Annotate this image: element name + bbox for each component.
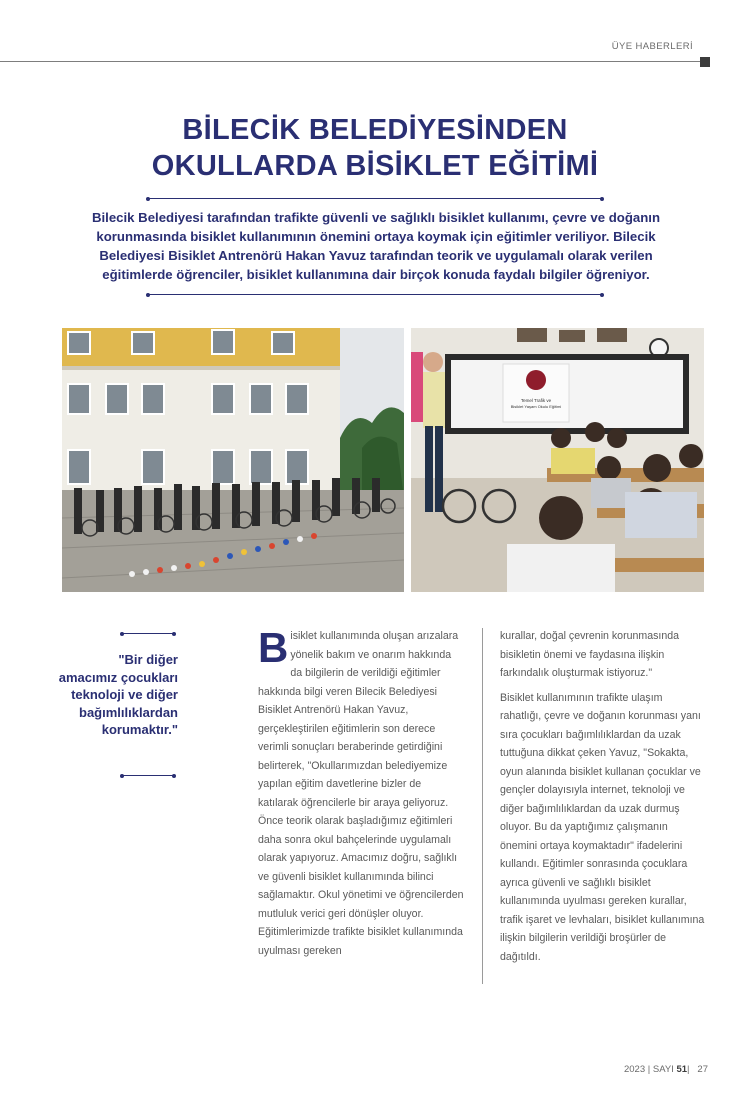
classroom-image — [411, 328, 704, 592]
page-footer — [624, 1064, 708, 1075]
lead-paragraph: Bilecik Belediyesi tarafından trafikte güvenli ve sağlıklı bisiklet kullanımı, çevre ve doğanın korunmasında bisiklet kullanımının önemini ortaya koymak için eğitimler veriliyor. Bilecik Belediyesi Bisiklet Antrenörü Hakan Yavuz tarafından teorik ve uygulamalı olarak verilen eğitimlerde öğrenciler, bisiklet kullanımına dair birçok konuda faydalı bilgiler öğreniyor. — [91, 210, 660, 282]
photo-schoolyard — [62, 328, 404, 592]
footer-issue-prefix: 2023 | SAYI — [623, 1064, 674, 1075]
drop-cap: B — [258, 624, 289, 671]
body-paragraph-continued: kurallar, doğal çevrenin korunmasında bisikletin önemi ve faydasına ilişkin farkındalık oluşturmak istiyoruz." — [500, 630, 680, 679]
footer-separator: | — [687, 1064, 690, 1075]
body-paragraph-2: Bisiklet kullanımının trafikte ulaşım rahatlığı, çevre ve doğanın korunması yanı sıra çocukları bağımlılıklardan da uzak tuttuğuna dikkat çeken Yavuz, "Sokakta, oyun alanında bisiklet kullanan çocuklar ve gençler dolayısıyla internet, teknoloji ve diğer bağımlılıklardan da uzak durmuş oluyor. Bu da yaptığımız çalışmanın önemini ortaya koymaktadır" ifadelerini kullandı. Eğitimler sonrasında çocuklara ayrıca güvenli ve sağlıklı bisiklet kullanımında uyulması gereken kurallar, trafik işaret ve levhaları, bisiklet kullanımına ilişkin bilgilerin verildiği broşürler de dağıtıldı. — [500, 691, 705, 963]
footer-issue-number: 51 — [676, 1064, 688, 1075]
header-square — [700, 57, 710, 67]
page-number: 27 — [697, 1064, 708, 1075]
photo-classroom — [411, 328, 704, 592]
screen-text-1: Temel Trafik ve — [520, 398, 552, 403]
title-line-2: OKULLARDA BİSİKLET EĞİTİMİ — [151, 150, 599, 182]
quote-divider-bottom — [122, 775, 174, 776]
pull-quote: "Bir diğer amacımız çocukları teknoloji ve diğer bağımlılıklardan korumaktır." — [58, 652, 178, 737]
title-line-1: BİLECİK BELEDİYESİNDEN — [182, 114, 568, 146]
schoolyard-image — [62, 328, 404, 592]
screen-text-2: Bisiklet Yaşam Okulu Eğitimi — [510, 404, 562, 409]
body-column-1 — [258, 624, 464, 960]
quote-divider-top — [122, 633, 174, 634]
column-rule — [482, 628, 483, 984]
section-label: ÜYE HABERLERİ — [611, 41, 693, 52]
header-rule — [0, 61, 706, 62]
lead-divider — [148, 294, 602, 295]
body-text-1: isiklet kullanımında oluşan arızalara yönelik bakım ve onarım hakkında da bilgilerin de verildiği eğitimler hakkında bilgi veren Bilecik Belediyesi Bisiklet Antrenörü Hakan Yavuz, gerçekleştirilen eğitimlerin son derece verimli sonuçları beraberinde getirdiğini belirterek, "Okullarımızdan belediyemize yapılan eğitim davetlerine bizler de katılarak öğrencilerle bir araya geliyoruz. Önce teorik olarak başladığımız eğitimleri daha sonra okul bahçelerinde uygulamalı olarak yapıyoruz. Amacımız doğru, sağlıklı ve güvenli bisiklet kullanımında bilinci sağlamaktır. Okul yönetimi ve öğrencilerden mutluluk verici geri dönüşler oluyor. Eğitimlerimizde trafikte bisiklet kullanımında uyulması gereken — [258, 630, 464, 957]
title-divider — [148, 198, 602, 199]
body-column-2 — [500, 627, 706, 966]
article-title — [0, 112, 750, 184]
